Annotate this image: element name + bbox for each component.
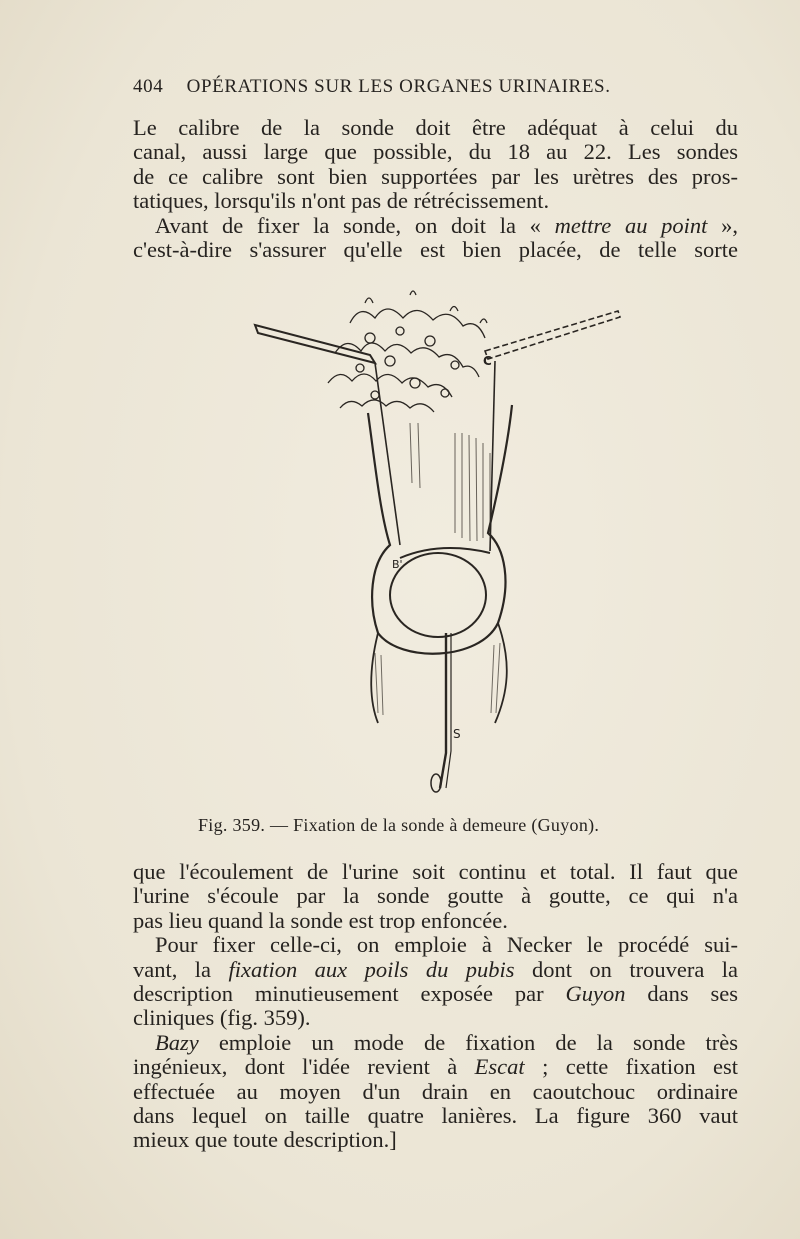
text-line: mieux que toute description.] — [133, 1127, 397, 1153]
text-line: que l'écoulement de l'urine soit continu et total. Il faut que — [133, 859, 738, 884]
text-run: », — [707, 212, 739, 238]
label-s: S — [453, 727, 461, 741]
figure-caption: Fig. 359. — Fixation de la sonde à demeure (Guyon). — [198, 815, 600, 835]
text-run: ; cette fixation est — [524, 1054, 738, 1080]
italic-phrase: fixation aux poils du pubis — [228, 956, 515, 982]
text-line: dans lequel on taille quatre lanières. La figure 360 vaut — [133, 1103, 738, 1129]
italic-name: Escat — [474, 1054, 525, 1080]
tie-right — [490, 361, 495, 551]
text-line: Le calibre de la sonde doit être adéquat à celui du — [133, 115, 738, 140]
italic-name: Guyon — [565, 981, 626, 1007]
running-title: OPÉRATIONS SUR LES ORGANES URINAIRES. — [186, 76, 611, 97]
running-header — [133, 76, 738, 98]
paragraph-top — [133, 116, 738, 262]
catheter-end — [431, 774, 441, 792]
text-line: Pour fixer celle-ci, on emploie à Necker le procédé sui- — [155, 932, 738, 958]
italic-name: Bazy — [155, 1029, 199, 1055]
label-b: B' — [392, 558, 403, 571]
page-number: 404 — [133, 76, 164, 97]
text-line: c'est-à-dire s'assurer qu'elle est bien placée, de telle sorte — [133, 237, 738, 263]
shading — [410, 423, 490, 541]
scrotum-left — [371, 633, 378, 723]
text-line: effectuée au moyen d'un drain en caoutchouc ordinaire — [133, 1078, 738, 1104]
tape-strip-right — [485, 311, 620, 359]
tape-strip-left — [255, 325, 375, 363]
text-run: vant, la — [133, 956, 229, 982]
hair-cluster — [328, 291, 487, 412]
text-line — [133, 1031, 738, 1055]
text-line: cliniques (fig. 359). — [133, 1005, 311, 1031]
anatomical-illustration — [250, 283, 630, 803]
text-run: emploie un mode de fixation de la sonde très — [198, 1029, 738, 1055]
text-run: dont on trouvera la — [514, 956, 739, 982]
tie-left — [375, 363, 400, 545]
glans — [390, 553, 486, 637]
text-line — [133, 958, 738, 982]
text-line — [133, 1055, 738, 1079]
text-line — [133, 982, 738, 1006]
text-line: de ce calibre sont bien supportées par les urètres des pros- — [133, 163, 738, 189]
text-line: tatiques, lorsqu'ils n'ont pas de rétrécissement. — [133, 188, 550, 214]
text-line: canal, aussi large que possible, du 18 au 22. Les sondes — [133, 139, 738, 165]
italic-phrase: mettre au point — [554, 212, 708, 238]
text-line: l'urine s'écoule par la sonde goutte à goutte, ce qui n'a — [133, 883, 738, 909]
text-run: description minutieusement exposée par — [133, 981, 566, 1007]
text-line — [133, 214, 738, 238]
catheter — [440, 633, 446, 788]
text-run: ingénieux, dont l'idée revient à — [133, 1054, 475, 1080]
paragraph-bottom — [133, 860, 738, 1153]
text-line: pas lieu quand la sonde est trop enfoncée. — [133, 907, 508, 933]
label-c: C — [483, 354, 492, 368]
text-run: Avant de fixer la sonde, on doit la « — [155, 212, 555, 238]
text-run: dans ses — [625, 981, 738, 1007]
